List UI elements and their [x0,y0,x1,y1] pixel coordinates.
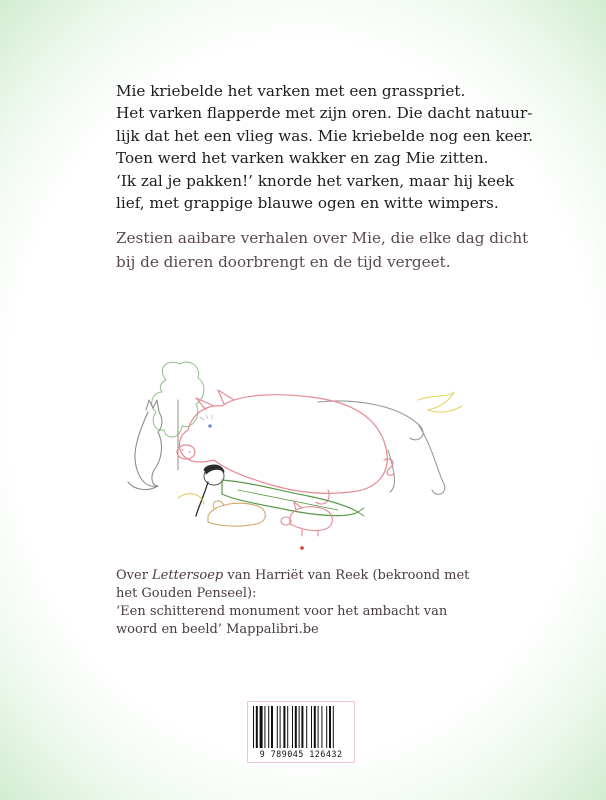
review-prefix: Over [116,568,153,583]
review-suffix: van Harriët van Reek (bekroond met [223,568,470,583]
illustration [118,340,498,550]
barcode-bar [333,706,334,748]
barcode-bar [301,706,303,748]
cat-icon [128,400,162,489]
story-line: lief, met grappige blauwe ogen en witte wimpers. [116,194,499,213]
barcode-bar [295,706,297,748]
barcode-bar [271,706,273,748]
barcode-bar [256,706,258,748]
pig-icon [177,390,394,504]
barcode-bar [314,706,316,748]
story-excerpt [116,80,536,214]
barcode-bar [326,706,327,748]
story-line: Het varken flapperde met zijn oren. Die dacht natuur- [116,104,533,123]
barcode-bar [329,706,331,748]
barcode-bar [264,706,265,748]
blurb-line: Zestien aaibare verhalen over Mie, die elke dag dicht [116,229,529,247]
barcode-bar [321,706,322,748]
barcode-bar [292,706,293,748]
dog-icon [178,494,265,526]
barcode-bar [260,706,263,748]
blurb-line: bij de dieren doorbrengt en de tijd vergeet. [116,253,451,271]
barcode-bar [268,706,269,748]
barcode-bar [280,706,281,748]
horse-icon [318,392,462,494]
barcode-bar [299,706,300,748]
barcode-bar [283,706,285,748]
isbn-barcode [247,701,355,763]
barcode-bar [253,706,254,748]
story-line: Toen werd het varken wakker en zag Mie zitten. [116,149,489,168]
review-line-1 [116,567,536,585]
barcode-bar [277,706,278,748]
barcode-bar [311,706,312,748]
book-blurb [116,226,536,274]
girl-icon [196,465,364,516]
dot-icon [300,546,304,550]
barcode-bar [318,706,319,748]
barcode-bars [252,706,350,748]
quote-line-1: ‘Een schitterend monument voor het ambacht van [116,604,448,619]
review-line-2: het Gouden Penseel): [116,586,257,601]
barcode-digits: 9 789045 126432 [259,750,343,760]
book-title: Lettersoep [152,568,224,583]
story-line: ‘Ik zal je pakken!’ knorde het varken, maar hij keek [116,171,515,190]
review-quote [116,567,536,639]
barcode-bar [306,706,307,748]
story-line: lijk dat het een vlieg was. Mie kriebelde nog een keer. [116,126,534,145]
quote-line-2: woord en beeld’ Mappalibri.be [116,622,319,637]
story-line: Mie kriebelde het varken met een grasspriet. [116,82,466,100]
barcode-bar [287,706,288,748]
